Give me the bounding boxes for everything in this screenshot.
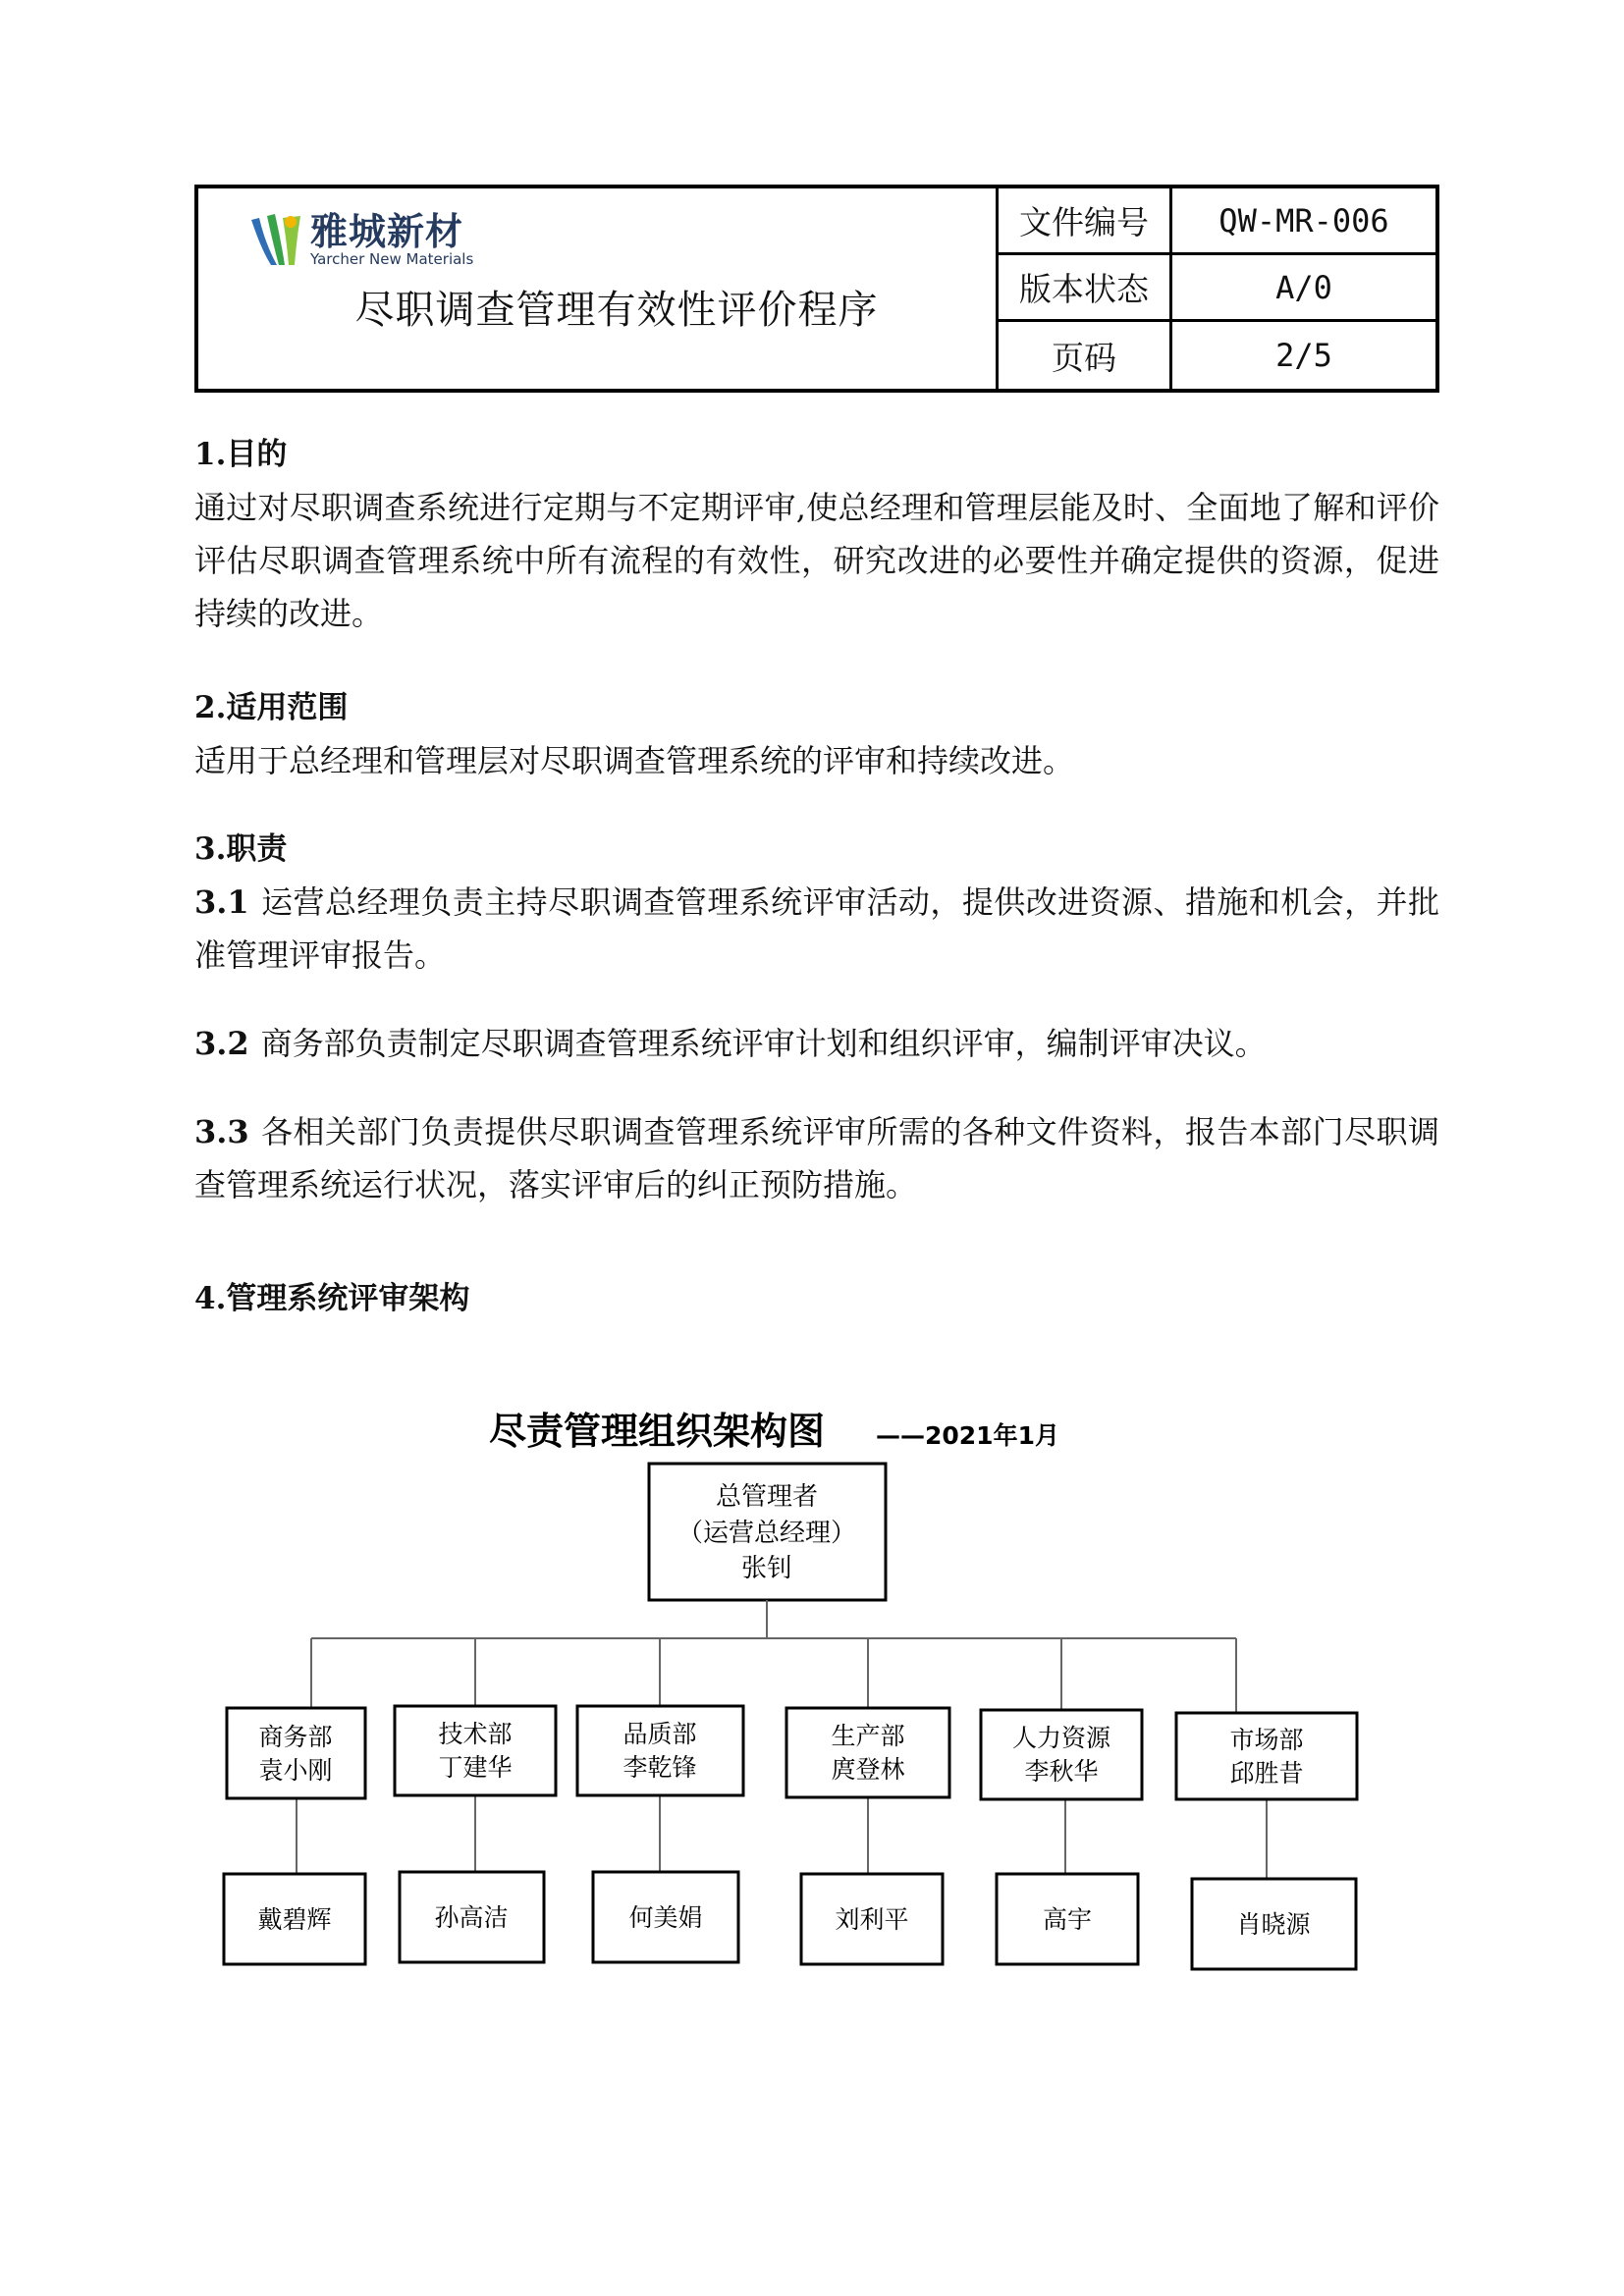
duty-text: 各相关部门负责提供尽职调查管理系统评审所需的各种文件资料，报告本部门尽职调查管理系统运行状况，落实评审后的纠正预防措施。 [194, 1113, 1439, 1203]
duty-text: 商务部负责制定尽职调查管理系统评审计划和组织评审，编制评审决议。 [260, 1025, 1267, 1062]
department-node [224, 1708, 365, 1964]
field-value-doc-number: QW-MR-006 [1172, 188, 1435, 255]
top-manager-role: 总管理者 [715, 1482, 819, 1512]
department-head: 李秋华 [1024, 1757, 1099, 1786]
document-title: 尽职调查管理有效性评价程序 [354, 288, 879, 333]
field-value-version: A/0 [1172, 255, 1435, 322]
department-node [981, 1710, 1142, 1964]
logo-chinese-name: 雅城新材 [310, 210, 464, 253]
department-name: 品质部 [623, 1720, 697, 1748]
department-member: 肖晓源 [1236, 1910, 1311, 1939]
department-name: 商务部 [258, 1723, 333, 1751]
department-head: 李乾锋 [623, 1753, 697, 1782]
field-label-page: 页码 [999, 322, 1172, 389]
duty-number: 3.2 [194, 1025, 249, 1062]
section-paragraph: 通过对尽职调查系统进行定期与不定期评审,使总经理和管理层能及时、全面地了解和评价评估尽职调查管理系统中所有流程的有效性，研究改进的必要性并确定提供的资源，促进持续的改进。 [194, 489, 1439, 632]
department-head: 丁建华 [438, 1753, 513, 1782]
department-head: 邱胜昔 [1229, 1759, 1304, 1788]
department-member: 孙高洁 [434, 1903, 509, 1932]
field-label-doc-number: 文件编号 [999, 188, 1172, 255]
field-label-version: 版本状态 [999, 255, 1172, 322]
section-heading: 3.职责 [194, 831, 288, 867]
department-member: 戴碧辉 [257, 1905, 332, 1934]
section-paragraph: 适用于总经理和管理层对尽职调查管理系统的评审和持续改进。 [194, 742, 1075, 779]
department-name: 市场部 [1229, 1726, 1304, 1754]
department-member: 高宇 [1042, 1905, 1093, 1934]
org-chart-date: ——2021年1月 [876, 1421, 1059, 1450]
duty-number: 3.1 [194, 883, 249, 921]
section-heading: 4.管理系统评审架构 [194, 1281, 470, 1316]
department-head: 袁小刚 [258, 1756, 333, 1785]
department-name: 人力资源 [1011, 1724, 1111, 1752]
section-heading: 2.适用范围 [194, 690, 349, 725]
department-name: 生产部 [831, 1722, 905, 1750]
duty-text: 运营总经理负责主持尽职调查管理系统评审活动，提供改进资源、措施和机会，并批准管理评审报告。 [194, 883, 1439, 974]
department-head: 庹登林 [831, 1755, 905, 1784]
department-member: 何美娟 [628, 1903, 703, 1932]
field-value-page: 2/5 [1275, 337, 1332, 374]
duty-number: 3.3 [194, 1113, 249, 1150]
top-manager-title: （运营总经理） [677, 1519, 857, 1548]
top-manager-name: 张钊 [740, 1554, 793, 1583]
logo-english-name: Yarcher New Materials [310, 250, 474, 268]
department-member: 刘利平 [835, 1905, 909, 1934]
section-heading: 1.目的 [194, 437, 288, 472]
org-chart-title: 尽责管理组织架构图 [489, 1410, 826, 1453]
department-name: 技术部 [438, 1720, 513, 1748]
